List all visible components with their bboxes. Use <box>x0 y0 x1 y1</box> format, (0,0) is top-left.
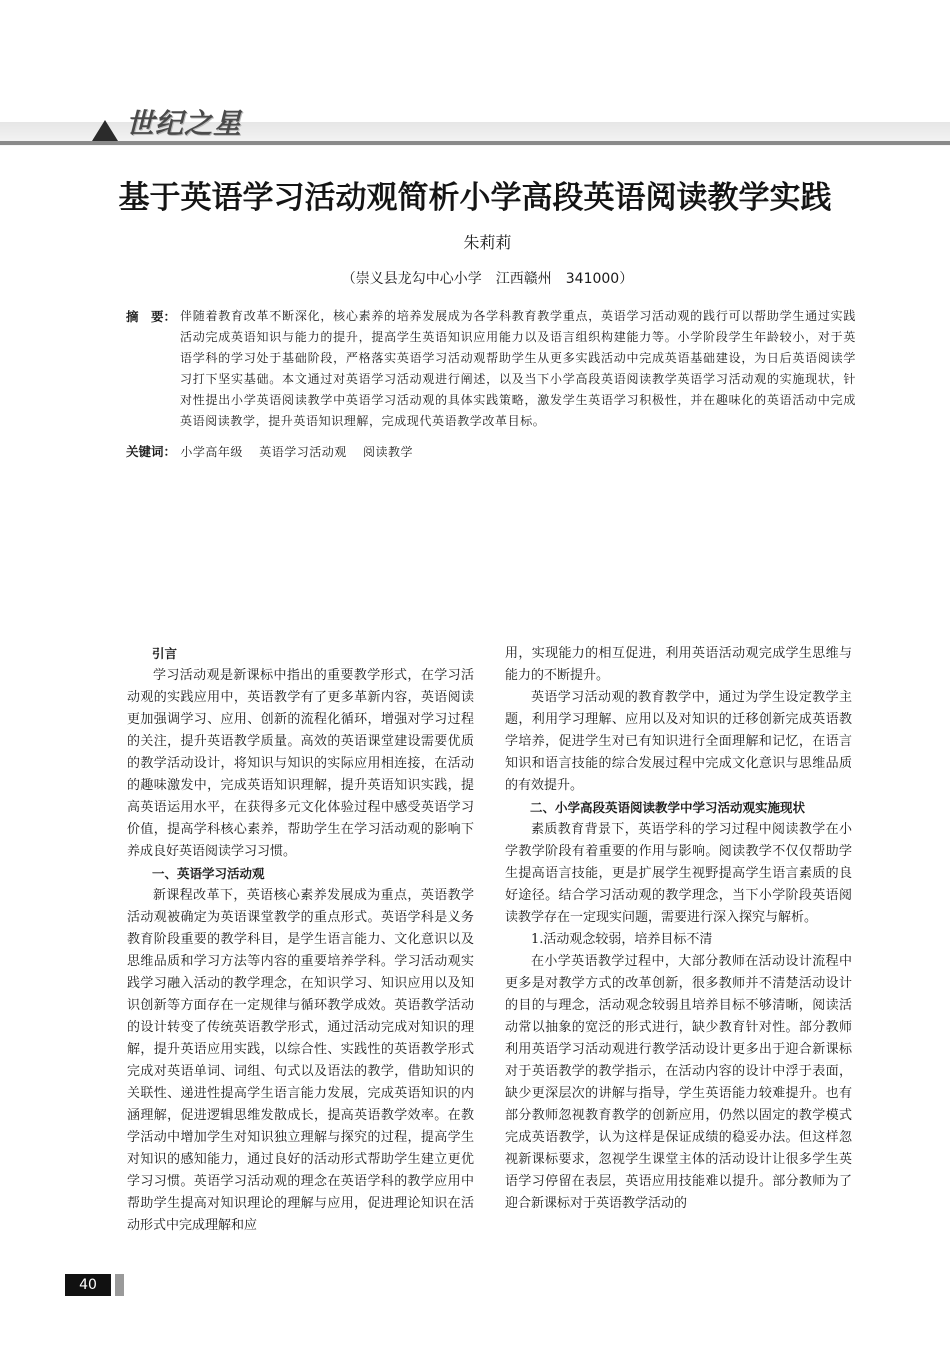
keyword-item: 阅读教学 <box>363 445 414 459</box>
page-number-bar <box>115 1274 124 1296</box>
keywords-label: 关键词： <box>126 444 177 459</box>
body-right-column <box>505 643 852 1215</box>
journal-brand-logo: 世纪之星 <box>126 107 243 140</box>
author-affiliation: （崇义县龙勾中心小学 江西赣州 341000） <box>341 271 634 287</box>
author-name: 朱莉莉 <box>463 233 512 252</box>
intro-paragraph: 学习活动观是新课标中指出的重要教学形式，在学习活动观的实践应用中，英语教学有了更多革新内容，英语阅读更加强调学习、应用、创新的流程化循环，增强对学习过程的关注，提升英语教学质量。高效的英语课堂建设需要优质的教学活动设计，将知识与知识的实际应用相连接，在活动的趣味激发中，完成英语知识理解，提升英语知识实践，提高英语运用水平，在获得多元文化体验过程中感受英语学习价值，提高学科核心素养，帮助学生在学习活动观的影响下养成良好英语阅读学习习惯。 <box>127 668 474 859</box>
page-number: 40 <box>65 1274 111 1296</box>
abstract <box>126 306 856 432</box>
keywords <box>126 443 856 461</box>
section-heading-2: 二、小学高段英语阅读教学中学习活动观实施现状 <box>530 800 806 815</box>
subsection-heading-1: 1.活动观念较弱，培养目标不清 <box>531 932 713 947</box>
abstract-label: 摘 要： <box>126 309 177 324</box>
keyword-item: 英语学习活动观 <box>259 445 347 459</box>
abstract-text: 伴随着教育改革不断深化，核心素养的培养发展成为各学科教育教学重点，英语学习活动观的践行可以帮助学生通过实践活动完成英语知识与能力的提升，提高学生英语知识应用能力以及语言组织构建能力等。小学阶段学生年龄较小，对于英语学科的学习处于基础阶段，严格落实英语学习活动观帮助学生从更多实践活动中完成英语基础建设，为日后英语阅读学习打下坚实基础。本文通过对英语学习活动观进行阐述，以及当下小学高段英语阅读教学英语学习活动观的实施现状，针对性提出小学英语阅读教学中英语学习活动观的具体实践策略，激发学生英语学习积极性，并在趣味化的英语活动中完成英语阅读教学，提升英语知识理解，完成现代英语教学改革目标。 <box>180 309 856 428</box>
triangle-icon <box>92 120 118 141</box>
section-2-paragraph: 素质教育背景下，英语学科的学习过程中阅读教学在小学教学阶段有着重要的作用与影响。阅读教学不仅仅帮助学生提高语言技能，更是扩展学生视野提高学生语言素质的良好途径。结合学习活动观的教学理念，当下小学阶段英语阅读教学存在一定现实问题，需要进行深入探究与解析。 <box>505 822 852 925</box>
section-1-paragraph: 新课程改革下，英语核心素养发展成为重点，英语教学活动观被确定为英语课堂教学的重点形式。英语学科是义务教育阶段重要的教学科目，是学生语言能力、文化意识以及思维品质和学习方法等内容的重要培养学科。学习活动观实践学习融入活动的教学理念，在知识学习、知识应用以及知识创新等方面存在一定规律与循环教学成效。英语教学活动的设计转变了传统英语教学形式，通过活动完成对知识的理解，提升英语应用实践，以综合性、实践性的英语教学形式完成对英语单词、词组、句式以及语法的教学，借助知识的关联性、递进性提高学生语言能力发展，完成英语知识的内涵理解，促进逻辑思维发散成长，提高英语教学效率。在教学活动中增加学生对知识独立理解与探究的过程，提高学生对知识的感知能力，通过良好的活动形式帮助学生建立更优学习习惯。英语学习活动观的理念在英语学科的教学应用中帮助学生提高对知识理论的理解与应用，促进理论知识在活动形式中完成理解和应 <box>127 888 474 1233</box>
body-left-column <box>127 643 474 1237</box>
article-title: 基于英语学习活动观简析小学高段英语阅读教学实践 <box>118 180 832 216</box>
intro-heading: 引言 <box>152 646 178 661</box>
continued-paragraph: 用，实现能力的相互促进，利用英语活动观完成学生思维与能力的不断提升。 <box>505 646 852 683</box>
section-heading-1: 一、英语学习活动观 <box>152 866 265 881</box>
keyword-item: 小学高年级 <box>180 445 243 459</box>
section-1-paragraph-2: 英语学习活动观的教育教学中，通过为学生设定教学主题，利用学习理解、应用以及对知识的迁移创新完成英语教学培养，促进学生对已有知识进行全面理解和记忆，在语言知识和语言技能的综合发展过程中完成文化意识与思维品质的有效提升。 <box>505 690 852 793</box>
subsection-1-paragraph: 在小学英语教学过程中，大部分教师在活动设计流程中更多是对教学方式的改革创新，很多教师并不清楚活动设计的目的与理念，活动观念较弱且培养目标不够清晰，阅读活动常以抽象的宽泛的形式进行，缺少教育针对性。部分教师利用英语学习活动观进行教学活动设计更多出于迎合新课标对于英语教学的教学指示，在活动内容的设计中浮于表面，缺少更深层次的讲解与指导，学生英语能力较难提升。也有部分教师忽视教育教学的创新应用，仍然以固定的教学模式完成英语教学，认为这样是保证成绩的稳妥办法。但这样忽视新课标要求，忽视学生课堂主体的活动设计让很多学生英语学习停留在表层，英语应用技能难以提升。部分教师为了迎合新课标对于英语教学活动的 <box>505 954 852 1211</box>
